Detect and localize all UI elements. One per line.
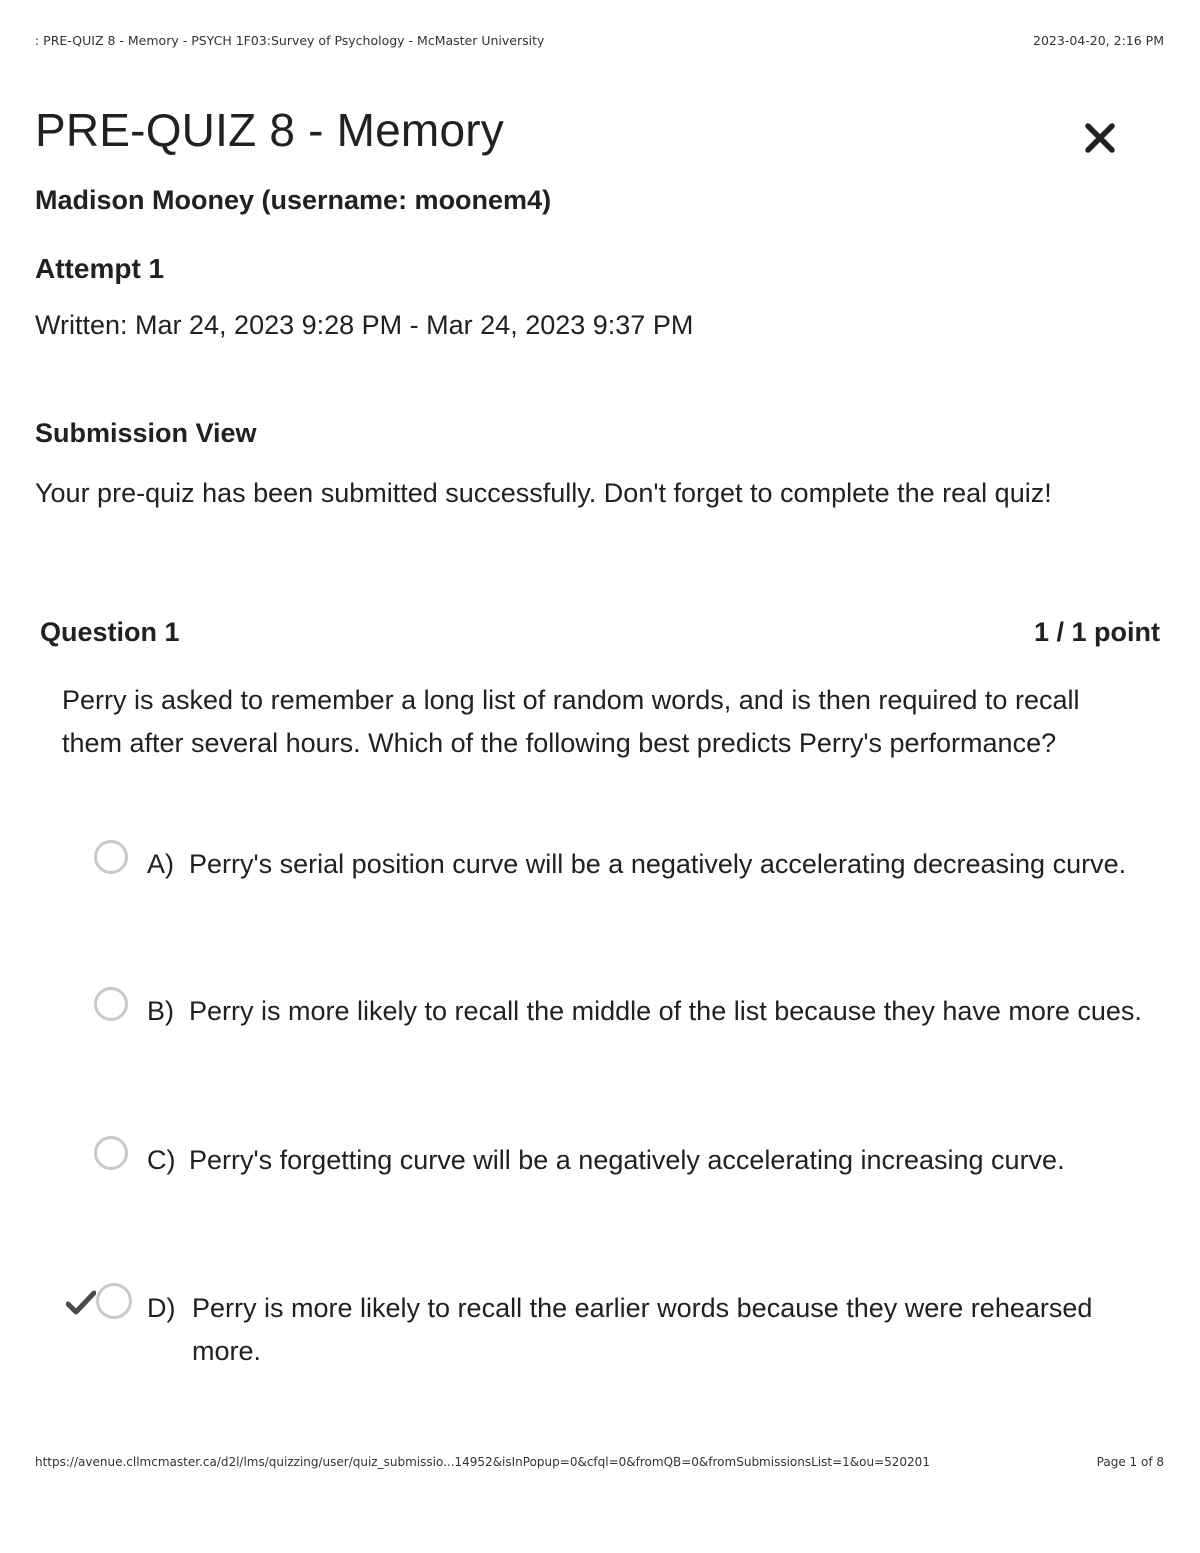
radio-button[interactable]	[94, 1136, 128, 1170]
question-label: Question 1	[40, 617, 180, 647]
page-title: PRE-QUIZ 8 - Memory	[35, 104, 504, 156]
question-header	[40, 617, 1160, 648]
print-header-title: : PRE-QUIZ 8 - Memory - PSYCH 1F03:Survey of Psychology - McMaster University	[35, 33, 545, 48]
radio-button[interactable]	[96, 1283, 132, 1319]
submission-view-heading: Submission View	[35, 418, 257, 448]
choice-letter: A)	[147, 849, 174, 879]
print-header-datetime: 2023-04-20, 2:16 PM	[1033, 33, 1164, 48]
print-header	[35, 33, 1164, 48]
page-url: https://avenue.cllmcmaster.ca/d2l/lms/quizzing/user/quiz_submissio...14952&isInPopup=0&cfql=0&fromQB=0&fromSubmissionsList=1&ou=520201	[35, 1455, 930, 1469]
submission-message: Your pre-quiz has been submitted successfully. Don't forget to complete the real quiz!	[35, 478, 1052, 508]
attempt-heading: Attempt 1	[35, 253, 165, 284]
choice-text: Perry is more likely to recall the earlier words because they were rehearsed more.	[192, 1293, 1093, 1366]
close-button[interactable]	[1080, 118, 1120, 158]
choice-text: Perry's forgetting curve will be a negatively accelerating increasing curve.	[189, 1145, 1065, 1175]
print-footer	[35, 1455, 1164, 1469]
checkmark-icon	[66, 1290, 96, 1316]
radio-button[interactable]	[94, 987, 128, 1021]
choice-text: Perry is more likely to recall the middle of the list because they have more cues.	[189, 996, 1142, 1026]
written-timestamp: Written: Mar 24, 2023 9:28 PM - Mar 24, 2023 9:37 PM	[35, 310, 694, 340]
radio-button[interactable]	[94, 840, 128, 874]
choice-letter: B)	[147, 996, 174, 1026]
question-text: Perry is asked to remember a long list of random words, and is then required to recall them after several hours. Which of the following best predicts Perry's performance?	[62, 685, 1080, 758]
page-number: Page 1 of 8	[1096, 1455, 1164, 1469]
choice-letter: D)	[147, 1293, 176, 1323]
choice-letter: C)	[147, 1145, 176, 1175]
choice-text: Perry's serial position curve will be a negatively accelerating decreasing curve.	[189, 849, 1127, 879]
close-icon	[1083, 121, 1117, 155]
user-name: Madison Mooney (username: moonem4)	[35, 185, 552, 215]
question-score: 1 / 1 point	[1033, 617, 1160, 647]
